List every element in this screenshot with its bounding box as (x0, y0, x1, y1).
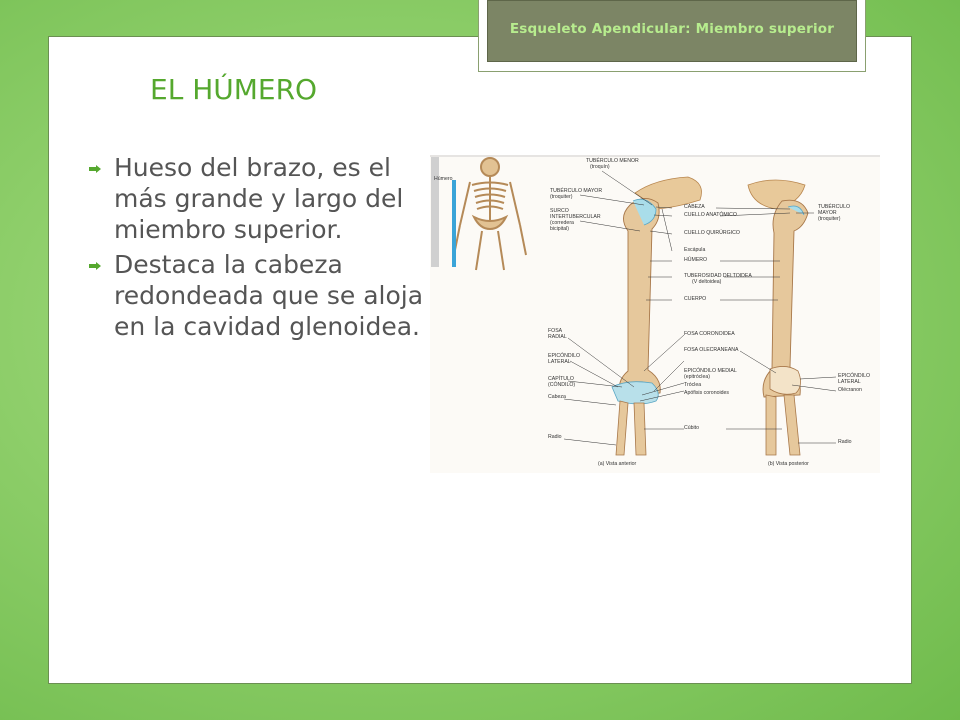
hand-pointing-icon (88, 260, 102, 272)
label-radio-r: Radio (838, 439, 852, 445)
humerus-figure (430, 155, 880, 473)
label-humero: HÚMERO (684, 257, 708, 263)
humerus-illustration (430, 155, 880, 473)
label-cabeza: CABEZA (684, 204, 705, 210)
label-v-deltoidea: (V deltoidea) (692, 279, 722, 285)
label-radio: Radio (548, 434, 562, 440)
label-fosa-olecraneana: FOSA OLECRANEANA (684, 347, 739, 353)
bullet-text: Destaca la cabeza redondeada que se aloja en la cavidad glenoidea. (114, 250, 424, 341)
hand-pointing-icon (88, 163, 102, 175)
header-label: Esqueleto Apendicular: Miembro superior (509, 21, 835, 37)
label-radial: RADIAL (548, 334, 567, 340)
label-tuberculo-r: TUBÉRCULO (818, 204, 850, 210)
label-troquiter: (troquiter) (550, 194, 573, 200)
skeleton-inset (454, 158, 526, 270)
label-troquiter-r: (troquiter) (818, 216, 841, 222)
label-epicondilo: EPICÓNDILO (548, 353, 580, 359)
label-cabeza-radio: Cabeza (548, 394, 566, 400)
label-mayor-r: MAYOR (818, 210, 837, 216)
label-escapula: Escápula (684, 247, 706, 253)
caption-vista-posterior: (b) Vista posterior (768, 461, 809, 467)
slide-title: EL HÚMERO (150, 73, 318, 106)
header-tab (478, 0, 866, 72)
label-epicondilo-medial: EPICÓNDILO MEDIAL (684, 368, 737, 374)
label-fosa: FOSA (548, 328, 563, 334)
label-apofisis: Apófisis coronoides (684, 390, 729, 396)
label-tuberculo-menor: TUBÉRCULO MENOR (586, 158, 639, 164)
label-epicondilo-r: EPICÓNDILO (838, 373, 870, 379)
label-troclea: Tróclea (684, 382, 702, 388)
bullet-item (88, 152, 428, 245)
label-intertubercular: INTERTUBERCULAR (550, 214, 601, 220)
label-bicipital: bicipital) (550, 226, 570, 232)
label-tuberculo-mayor: TUBÉRCULO MAYOR (550, 188, 603, 194)
label-tuberosidad: TUBEROSIDAD DELTOIDEA (684, 273, 752, 279)
label-cuerpo: CUERPO (684, 296, 707, 302)
label-fosa-coronoidea: FOSA CORONOIDEA (684, 331, 735, 337)
label-cuello-quirurgico: CUELLO QUIRÚRGICO (684, 230, 740, 236)
label-cubito: Cúbito (684, 425, 699, 431)
header-box (487, 0, 857, 62)
label-lateral-r: LATERAL (838, 379, 861, 385)
posterior-view (748, 180, 808, 455)
label-corredera: (corredera (550, 220, 574, 226)
label-capitulo: CAPÍTULO (548, 376, 574, 382)
label-epitroclea: (epitróclea) (684, 374, 710, 380)
bullet-list (88, 152, 428, 346)
inset-label: Húmero (434, 176, 453, 182)
label-cuello-anatomico: CUELLO ANATÓMICO (684, 212, 737, 218)
label-troquin: (troquín) (590, 164, 610, 170)
label-surco: SURCO (550, 208, 569, 214)
label-olecranon: Olécranon (838, 387, 862, 393)
bullet-text: Hueso del brazo, es el más grande y largo del miembro superior. (114, 153, 404, 244)
label-lateral: LATERAL (548, 359, 571, 365)
bullet-item (88, 249, 428, 342)
label-condilo: (CÓNDILO) (548, 382, 576, 388)
caption-vista-anterior: (a) Vista anterior (598, 461, 637, 467)
